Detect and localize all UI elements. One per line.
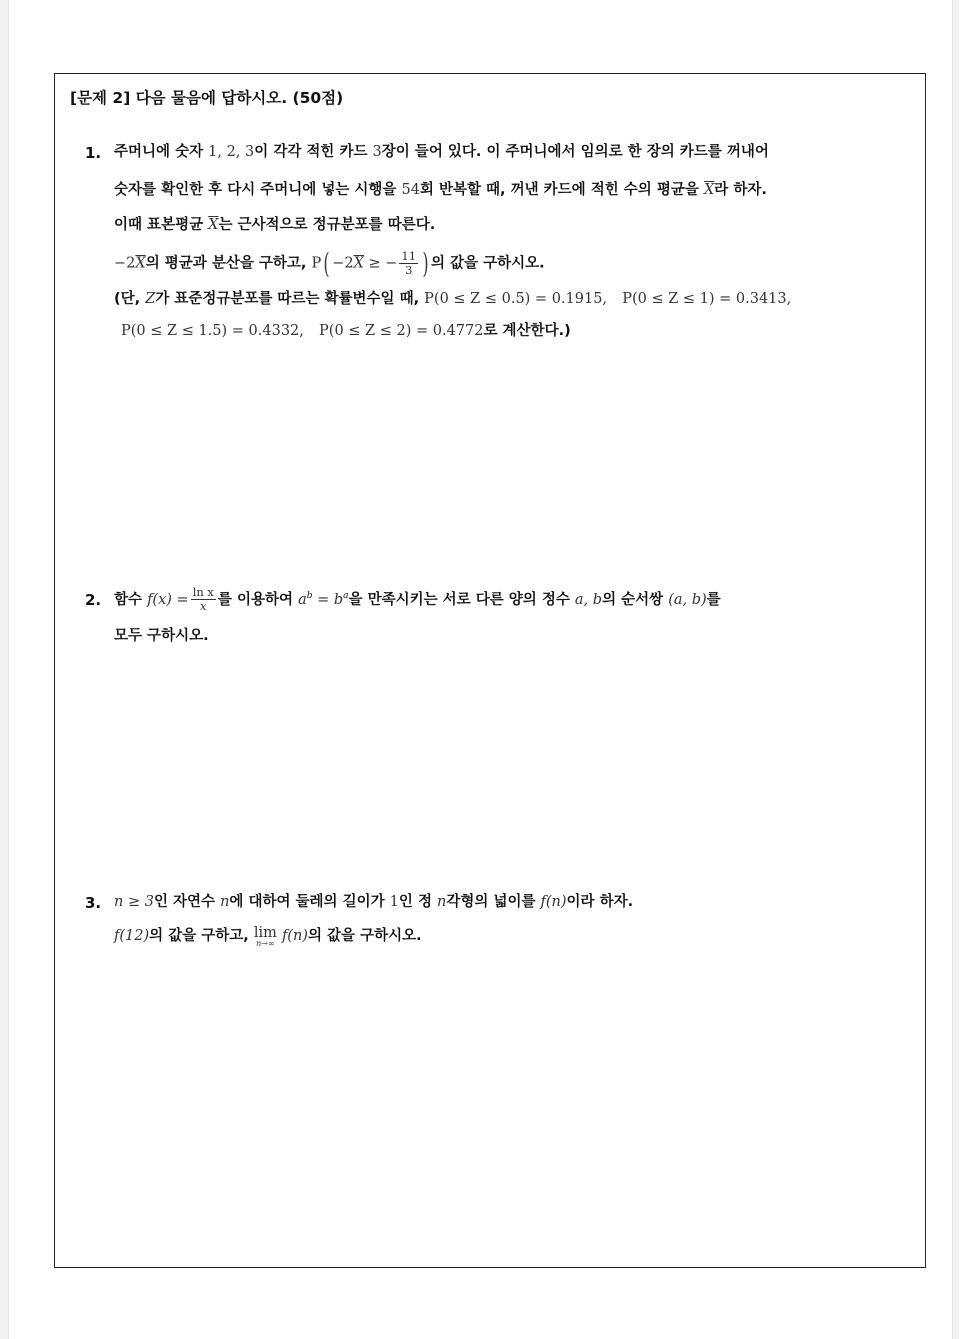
question-3-number: 3. <box>85 894 102 912</box>
limit-expression: lim n→∞ <box>253 925 277 948</box>
question-3-line-1: n ≥ 3인 자연수 n에 대하여 둘레의 길이가 1인 정 n각형의 넓이를 f(n)이라 하자. <box>114 894 634 910</box>
question-1-line-4: $-2\overline{X}$의 평균과 분산을 구하고, $P( -2\overline{X}$ ≥ − $\frac{11}{3}$ ) 의 값을 구하시오. <box>114 246 545 280</box>
question-1-line-2: 숫자를 확인한 후 다시 주머니에 넣는 시행을 54회 반복할 때, 꺼낸 카드에 적힌 수의 평균을 $\overline{X}$라 하자. <box>114 182 767 198</box>
question-1-line-1: 주머니에 숫자 1, 2, 3이 각각 적힌 카드 3장이 들어 있다. 이 주머니에서 임의로 한 장의 카드를 꺼내어 <box>114 144 769 160</box>
fraction-eleven-thirds: $\frac{11}{3}$ <box>401 249 417 277</box>
question-1-line-6: P(0 ≤ Z ≤ 1.5) = 0.4332, P(0 ≤ Z ≤ 2) = 0.4772로 계산한다.) <box>121 323 571 339</box>
question-2-line-1: 함수 f(x) = $\frac{\text{ln x}}{x}$ 를 이용하여 $a^b = b^a$을 만족시키는 서로 다른 양의 정수 a, b의 순서쌍 (a, b)를 <box>114 585 721 614</box>
document-page <box>8 0 953 1339</box>
question-2-line-2: 모두 구하시오. <box>114 628 209 644</box>
question-1-number: 1. <box>85 144 102 162</box>
question-2-number: 2. <box>85 591 102 609</box>
exam-title: [문제 2] 다음 물음에 답하시오. (50점) <box>70 89 344 107</box>
question-1-line-3: 이때 표본평균 $\overline{X}$는 근사적으로 정규분포를 따른다. <box>114 217 436 233</box>
question-1-line-5: (단, Z가 표준정규분포를 따르는 확률변수일 때, P(0 ≤ Z ≤ 0.5) = 0.1915, P(0 ≤ Z ≤ 1) = 0.3413, <box>114 291 792 307</box>
question-3-line-2: f(12)의 값을 구하고, lim n→∞ f(n)의 값을 구하시오. <box>114 925 422 948</box>
exam-question-box <box>54 73 926 1268</box>
fraction-lnx-over-x: $\frac{\text{ln x}}{x}$ <box>192 585 214 614</box>
